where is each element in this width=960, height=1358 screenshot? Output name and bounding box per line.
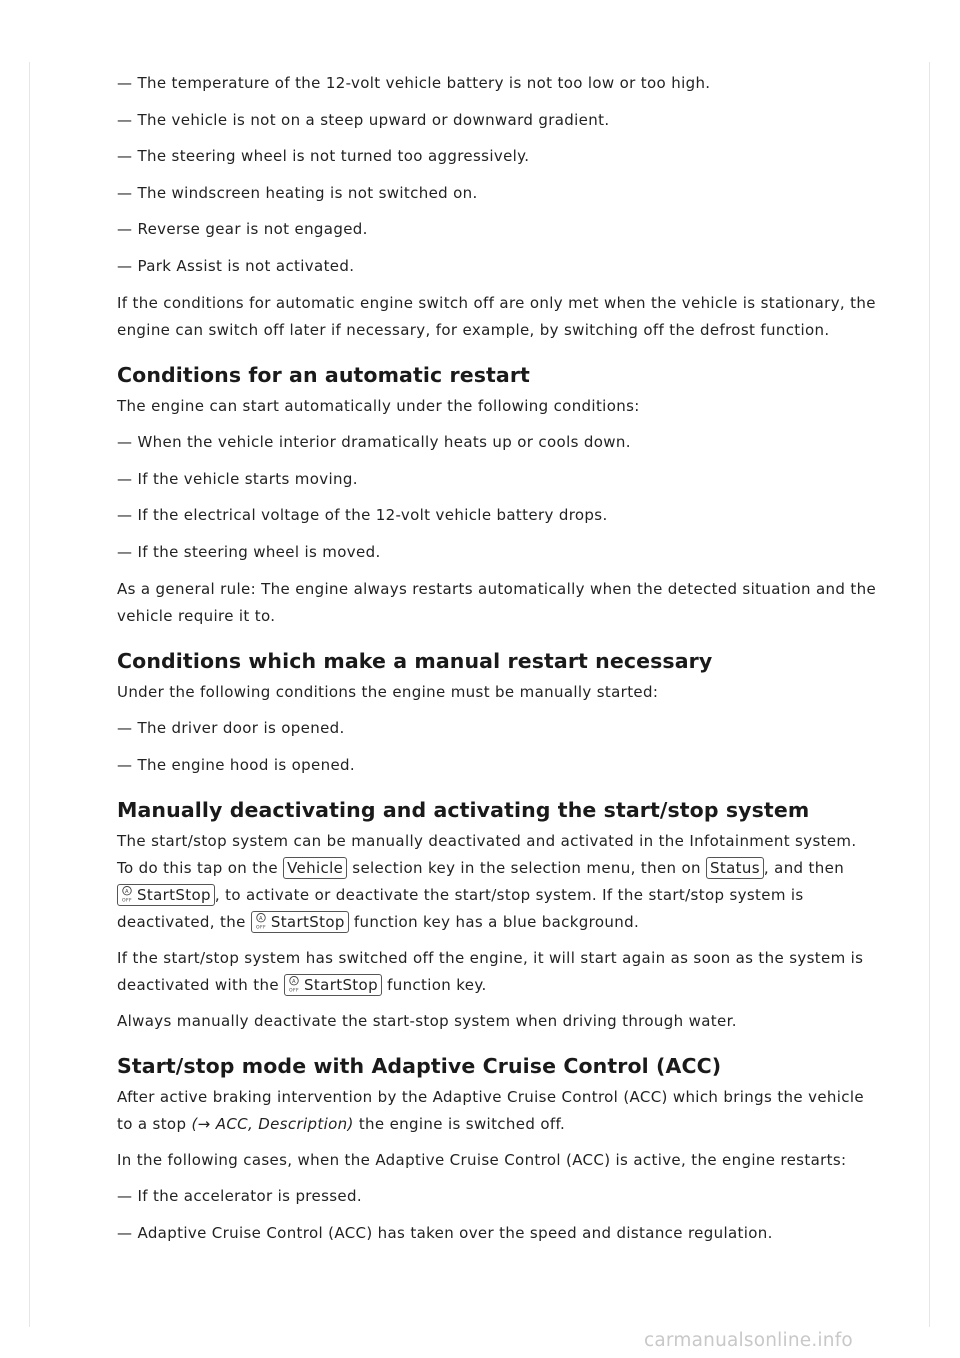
- svg-text:A: A: [292, 978, 296, 985]
- list-item: — Park Assist is not activated.: [117, 256, 355, 275]
- paragraph-switch-off-conditions: If the conditions for automatic engine switch off are only met when the vehicle is stationary, the engine can switch off later if necessary, for example, by switching off the defrost function.: [117, 293, 876, 339]
- svg-text:A: A: [125, 888, 129, 895]
- heading-manual-restart: Conditions which make a manual restart necessary: [117, 648, 713, 673]
- list-item: — The temperature of the 12-volt vehicle battery is not too low or too high.: [117, 74, 711, 92]
- paragraph-restart-on-deactivate: If the start/stop system has switched off the engine, it will start again as soon as the system is deactivated with the A OFF StartStop function key.: [117, 948, 864, 994]
- startstop-key[interactable]: A OFF StartStop: [251, 911, 349, 933]
- startstop-key[interactable]: A OFF StartStop: [284, 974, 382, 996]
- document-body: [117, 70, 877, 1257]
- list-item: — The vehicle is not on a steep upward or downward gradient.: [117, 110, 610, 129]
- list-item: — Adaptive Cruise Control (ACC) has taken over the speed and distance regulation.: [117, 1223, 773, 1242]
- start-stop-off-icon: [287, 975, 301, 993]
- startstop-key[interactable]: A OFF StartStop: [117, 884, 215, 906]
- list-item: — If the accelerator is pressed.: [117, 1187, 362, 1206]
- list-item: — Reverse gear is not engaged.: [117, 220, 368, 239]
- list-item: — The windscreen heating is not switched on.: [117, 183, 478, 202]
- paragraph-general-rule: As a general rule: The engine always restarts automatically when the detected situation and the vehicle require it to.: [117, 579, 877, 625]
- paragraph-acc-restart-intro: In the following cases, when the Adaptive Cruise Control (ACC) is active, the engine restarts:: [117, 1150, 847, 1169]
- list-item: — When the vehicle interior dramatically heats up or cools down.: [117, 433, 631, 452]
- list-item: — The steering wheel is not turned too aggressively.: [117, 147, 530, 166]
- svg-text:OFF: OFF: [289, 988, 300, 993]
- list-item: — If the steering wheel is moved.: [117, 542, 381, 561]
- list-item: — If the vehicle starts moving.: [117, 469, 358, 488]
- svg-text:OFF: OFF: [255, 925, 266, 930]
- svg-text:A: A: [258, 915, 263, 922]
- paragraph-water-note: Always manually deactivate the start-stop system when driving through water.: [117, 1011, 737, 1030]
- start-stop-off-icon: [120, 885, 134, 903]
- cross-reference-link[interactable]: (→ ACC, Description): [191, 1114, 354, 1133]
- paragraph-restart-intro: The engine can start automatically under the following conditions:: [117, 396, 640, 415]
- list-item: — The driver door is opened.: [117, 719, 345, 738]
- list-item: — If the electrical voltage of the 12-volt vehicle battery drops.: [117, 506, 608, 525]
- list-item: — The engine hood is opened.: [117, 755, 356, 774]
- vehicle-key[interactable]: Vehicle: [283, 857, 347, 879]
- paragraph-deactivate-instructions: The start/stop system can be manually deactivated and activated in the Infotainment system. To do this tap on the Vehicle selection key in the selection menu, then on Status , and then A OFF StartStop , to activate or deactivate the start/stop system. If the start/stop system is deactivated, the A OFF StartStop function key has a blue background.: [117, 831, 857, 931]
- page-border-left: [29, 62, 30, 1327]
- start-stop-off-icon: [254, 912, 268, 930]
- page-border-right: [929, 62, 930, 1327]
- heading-manual-deactivation: Manually deactivating and activating the start/stop system: [117, 797, 810, 822]
- watermark: carmanualsonline.info: [644, 1330, 853, 1351]
- heading-acc-mode: Start/stop mode with Adaptive Cruise Control (ACC): [117, 1053, 722, 1078]
- status-key[interactable]: Status: [706, 857, 764, 879]
- svg-text:OFF: OFF: [122, 898, 132, 903]
- paragraph-manual-intro: Under the following conditions the engine must be manually started:: [117, 682, 659, 701]
- heading-automatic-restart: Conditions for an automatic restart: [117, 362, 530, 387]
- paragraph-acc-braking: After active braking intervention by the Adaptive Cruise Control (ACC) which brings the vehicle to a stop (→ ACC, Description) the engine is switched off.: [117, 1087, 864, 1133]
